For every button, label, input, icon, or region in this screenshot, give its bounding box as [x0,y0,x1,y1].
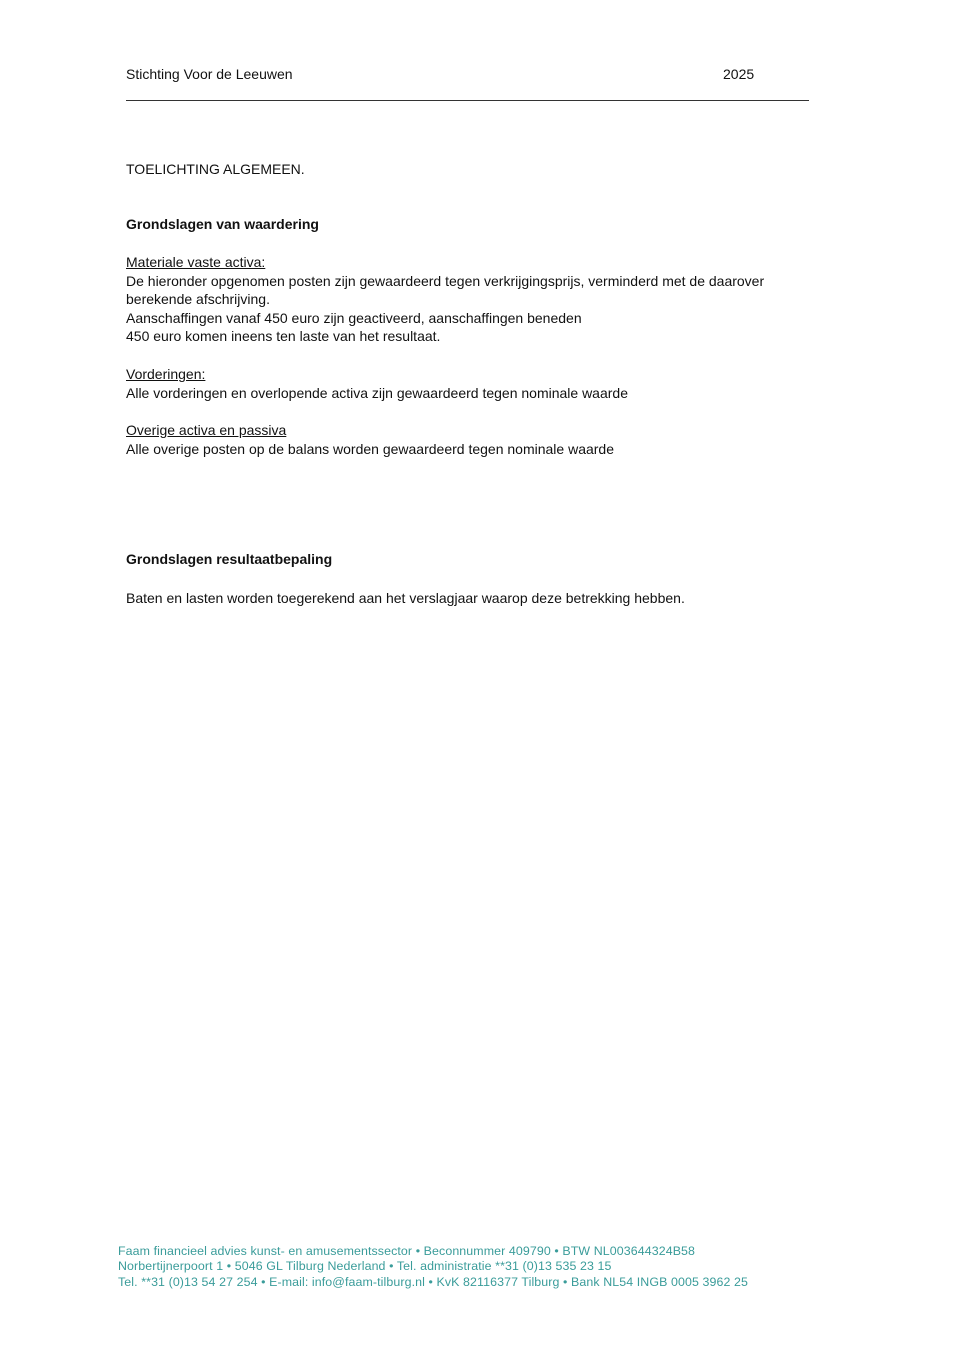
receivables-text: Alle vorderingen en overlopende activa zijn gewaardeerd tegen nominale waarde [126,384,628,401]
other-assets-text: Alle overige posten op de balans worden gewaardeerd tegen nominale waarde [126,440,614,457]
fixed-assets-line: Aanschaffingen vanaf 450 euro zijn geactiveerd, aanschaffingen beneden [126,309,582,326]
report-year: 2025 [723,66,755,82]
page-footer [118,1244,818,1290]
fixed-assets-line: 450 euro komen ineens ten laste van het resultaat. [126,328,441,345]
result-heading: Grondslagen resultaatbepaling [126,551,333,567]
document-title: TOELICHTING ALGEMEEN. [126,161,305,177]
valuation-heading: Grondslagen van waardering [126,216,319,232]
fixed-assets-section [126,253,816,346]
result-text: Baten en lasten worden toegerekend aan het verslagjaar waarop deze betrekking hebben. [126,590,685,606]
page-header [126,66,809,101]
other-assets-section [126,421,816,458]
footer-line-company: Faam financieel advies kunst- en amusementssector • Beconnummer 409790 • BTW NL003644324B58 [118,1244,696,1258]
footer-line-contact: Tel. **31 (0)13 54 27 254 • E-mail: info@faam-tilburg.nl • KvK 82116377 Tilburg • Bank NL54 INGB 0005 3962 25 [118,1274,748,1289]
fixed-assets-line: De hieronder opgenomen posten zijn gewaardeerd tegen verkrijgingsprijs, verminderd met de daarover [126,272,765,289]
fixed-assets-line: berekende afschrijving. [126,291,270,308]
fixed-assets-label: Materiale vaste activa: [126,254,266,270]
other-assets-label: Overige activa en passiva [126,422,287,438]
footer-line-address: Norbertijnerpoort 1 • 5046 GL Tilburg Nederland • Tel. administratie **31 (0)13 535 23 15 [118,1259,612,1274]
receivables-section [126,365,816,402]
organization-name: Stichting Voor de Leeuwen [126,66,293,82]
receivables-label: Vorderingen: [126,366,206,382]
